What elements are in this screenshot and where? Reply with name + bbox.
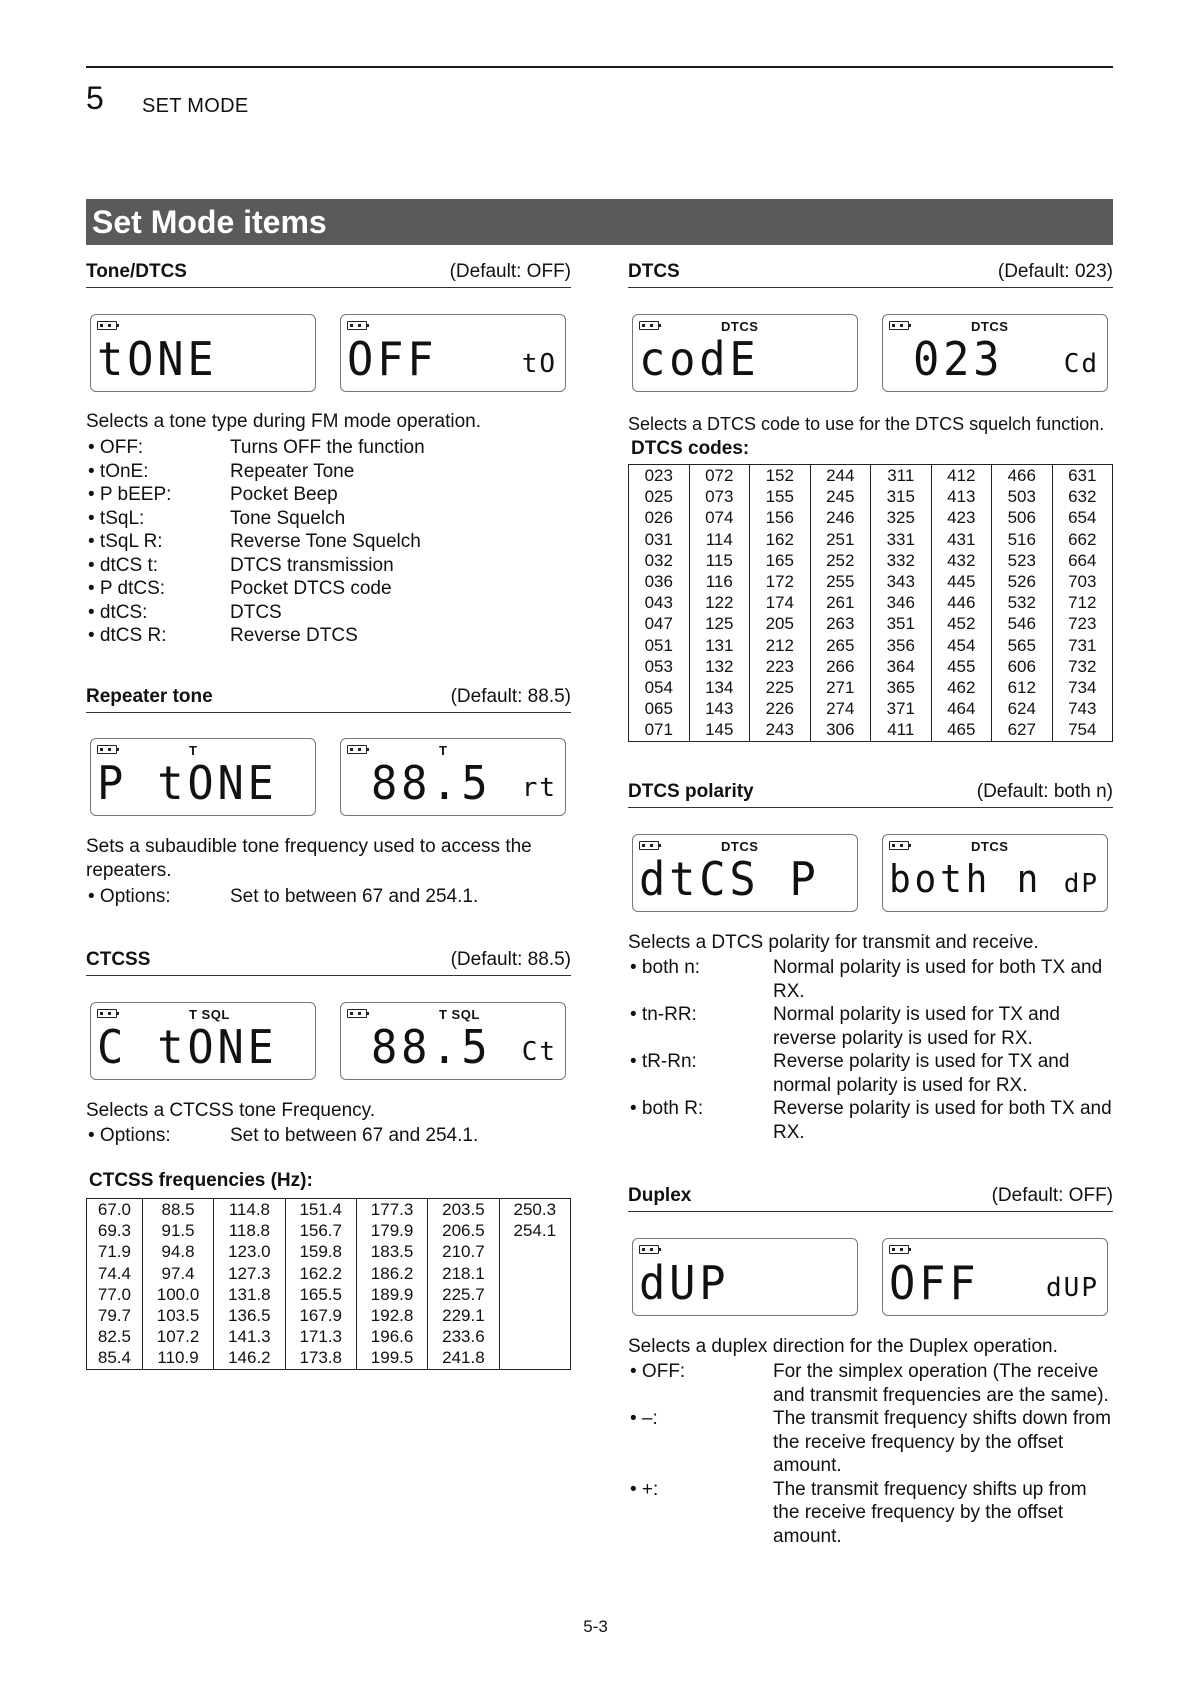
lcd-sub-text: rt [521,773,557,803]
ctcss-lcd-1 [90,1002,316,1080]
table-column [871,465,932,742]
table-cell: 654 [1068,508,1097,528]
table-column [499,1199,570,1370]
dtcs-code-table [628,464,1113,742]
table-cell: 455 [947,656,976,676]
lcd-main-text: C tONE [97,1020,278,1074]
table-cell: 311 [887,466,915,485]
table-cell: 174 [765,593,794,613]
table-cell: 703 [1068,572,1097,592]
dtcs-polarity-options [628,956,1113,1144]
table-cell: 464 [947,699,976,719]
table-cell: 754 [1068,720,1097,740]
table-cell: 413 [947,487,976,507]
table-cell: 82.5 [97,1327,131,1347]
battery-icon [639,321,659,330]
banner-title: Set Mode items [92,204,327,240]
table-cell: 206.5 [442,1221,485,1241]
table-cell: 516 [1007,529,1036,549]
table-cell: 243 [765,720,794,740]
table-cell: 743 [1068,699,1097,719]
duplex-title: Duplex [628,1185,692,1206]
section-banner [86,199,1113,245]
option-item: • both R: Reverse polarity is used for both TX and RX. [630,1098,1112,1143]
table-cell: 127.3 [228,1263,271,1283]
table-cell: 210.7 [442,1242,485,1262]
table-cell: 423 [947,508,976,528]
table-column [87,1199,143,1370]
table-column [810,465,871,742]
lcd-main-text: P tONE [97,756,278,810]
table-cell: 526 [1007,572,1036,592]
table-cell: 036 [644,572,673,592]
table-cell: 274 [826,699,855,719]
dtcs-lcd-1 [632,314,858,392]
table-cell: 315 [886,487,915,507]
table-cell: 186.2 [370,1263,414,1283]
table-cell: 91.5 [161,1221,195,1241]
dtcs-polarity-lcd-2 [882,834,1108,912]
battery-icon [889,1245,909,1254]
battery-icon [97,745,117,754]
option-item: • +: The transmit frequency shifts up from the receive frequency by the offset amount. [630,1478,1087,1547]
table-cell: 265 [826,635,855,655]
table-column [750,465,811,742]
repeater-tone-heading [86,683,571,713]
table-cell: 79.7 [97,1306,131,1326]
dtcs-lcd-2 [882,314,1108,392]
table-cell: 411 [887,720,915,740]
top-rule [86,66,1113,68]
table-cell: 255 [826,572,855,592]
table-cell: 343 [886,572,915,592]
table-cell: 118.8 [228,1221,271,1241]
dtcs-polarity-default: (Default: both n) [976,781,1113,802]
repeater-tone-lcd-1 [90,738,316,816]
table-cell: 263 [826,614,855,634]
table-cell: 143 [705,699,734,719]
table-cell: 250.3 [513,1200,557,1219]
table-cell: 171.3 [299,1327,342,1347]
table-cell: 325 [886,508,915,528]
table-cell: 051 [644,635,673,655]
ctcss-table-title: CTCSS frequencies (Hz): [89,1170,313,1191]
table-column [356,1199,427,1370]
table-cell: 225.7 [442,1284,485,1304]
battery-icon [639,841,659,850]
repeater-tone-lcd-2 [340,738,566,816]
table-cell: 156 [765,508,794,528]
table-cell: 212 [765,635,794,655]
table-cell: 173.8 [299,1348,342,1368]
table-cell: 606 [1007,656,1036,676]
table-cell: 225 [765,678,794,698]
table-column [285,1199,356,1370]
table-cell: 246 [826,508,855,528]
table-cell: 167.9 [299,1306,342,1326]
table-cell: 612 [1007,678,1036,698]
option-item: • dtCS R: Reverse DTCS [88,625,358,646]
table-cell: 125 [705,614,734,634]
table-cell: 156.7 [299,1221,342,1241]
table-cell: 712 [1068,593,1097,613]
table-cell: 244 [826,466,855,485]
table-cell: 123.0 [228,1242,271,1262]
table-cell: 245 [826,487,855,507]
ctcss-frequency-table [86,1198,571,1370]
table-cell: 155 [765,487,794,507]
option-item: • P bEEP: Pocket Beep [88,484,338,505]
table-cell: 732 [1068,656,1097,676]
table-cell: 196.6 [370,1327,414,1347]
lcd-indicator: T [439,743,448,758]
table-cell: 85.4 [97,1348,131,1368]
repeater-tone-title: Repeater tone [86,686,213,707]
lcd-indicator: DTCS [721,839,759,854]
table-cell: 165.5 [299,1284,342,1304]
battery-icon [889,841,909,850]
table-cell: 452 [947,614,976,634]
table-cell: 165 [765,550,794,570]
table-cell: 233.6 [442,1327,485,1347]
table-cell: 141.3 [228,1327,271,1347]
battery-icon [347,321,367,330]
table-cell: 025 [644,487,673,507]
table-cell: 177.3 [370,1200,414,1219]
ctcss-description: Selects a CTCSS tone Frequency. [86,1100,375,1121]
ctcss-options [86,1124,571,1148]
lcd-main-text: dUP [639,1256,730,1310]
table-cell: 172 [765,572,794,592]
table-cell: 532 [1007,593,1036,613]
table-cell: 332 [886,550,915,570]
lcd-main-text: codE [639,332,760,386]
table-cell: 146.2 [228,1348,271,1368]
table-cell: 412 [947,466,976,485]
ctcss-heading [86,946,571,976]
table-cell: 192.8 [370,1306,414,1326]
lcd-sub-text: dP [1063,869,1099,899]
table-cell: 031 [644,529,673,549]
table-cell: 026 [644,508,673,528]
duplex-lcd-2 [882,1238,1108,1316]
table-cell: 431 [947,529,976,549]
table-cell: 162 [765,529,794,549]
dtcs-title: DTCS [628,261,680,282]
table-cell: 94.8 [161,1242,195,1262]
table-cell: 229.1 [442,1306,485,1326]
lcd-indicator: T SQL [189,1007,230,1022]
table-column [142,1199,213,1370]
table-column [629,465,690,742]
table-cell: 446 [947,593,976,613]
option-item: • P dtCS: Pocket DTCS code [88,578,392,599]
table-cell: 065 [644,699,673,719]
table-cell: 266 [826,656,855,676]
tone-dtcs-options [86,436,571,648]
table-cell: 723 [1068,614,1097,634]
table-cell: 462 [947,678,976,698]
table-cell: 97.4 [161,1263,195,1283]
battery-icon [347,1009,367,1018]
table-cell: 466 [1007,466,1036,485]
option-item: • both n: Normal polarity is used for both TX and RX. [630,957,1103,1002]
table-cell: 107.2 [156,1327,200,1347]
option-item: • tOnE: Repeater Tone [88,460,355,482]
ctcss-title: CTCSS [86,949,151,970]
table-cell: 77.0 [97,1284,131,1304]
lcd-main-text: 023 [913,332,1004,386]
table-cell: 053 [644,656,673,676]
table-cell: 454 [947,635,976,655]
tone-dtcs-description: Selects a tone type during FM mode operation. [86,411,482,432]
chapter-title: SET MODE [142,95,249,117]
table-cell: 306 [826,720,855,740]
lcd-main-text: OFF [889,1256,980,1310]
option-item: • tn-RR: Normal polarity is used for TX and reverse polarity is used for RX. [630,1004,1060,1049]
table-cell: 131 [705,635,734,655]
table-cell: 159.8 [299,1242,342,1262]
table-cell: 054 [644,678,673,698]
table-cell: 032 [644,550,673,570]
table-cell: 261 [826,593,855,613]
table-cell: 69.3 [97,1221,131,1241]
table-cell: 346 [886,593,915,613]
lcd-main-text: both n [889,857,1043,901]
table-cell: 114 [705,529,733,549]
option-item: • tSqL: Tone Squelch [88,507,346,529]
table-cell: 199.5 [370,1348,414,1368]
table-cell: 103.5 [156,1306,200,1326]
table-cell: 073 [705,487,734,507]
table-cell: 356 [886,635,915,655]
tone-dtcs-title: Tone/DTCS [86,261,187,282]
option-item: • OFF: For the simplex operation (The receive and transmit frequencies are the same). [630,1361,1109,1406]
table-cell: 151.4 [299,1200,342,1219]
table-cell: 565 [1007,635,1036,655]
dtcs-polarity-description: Selects a DTCS polarity for transmit and receive. [628,932,1039,953]
table-cell: 631 [1068,466,1097,485]
table-cell: 252 [826,550,855,570]
table-cell: 115 [705,550,733,570]
dtcs-polarity-heading [628,778,1113,808]
duplex-default: (Default: OFF) [991,1185,1113,1206]
table-cell: 254.1 [513,1221,557,1241]
dtcs-heading [628,258,1113,288]
tone-dtcs-heading [86,258,571,288]
dtcs-polarity-title: DTCS polarity [628,781,754,802]
dtcs-table-title: DTCS codes: [631,438,750,459]
table-cell: 131.8 [228,1284,271,1304]
tone-dtcs-lcd-2 [340,314,566,392]
lcd-main-text: 88.5 [371,1020,492,1074]
lcd-main-text: dtCS P [639,852,820,906]
duplex-heading [628,1182,1113,1212]
lcd-indicator: T SQL [439,1007,480,1022]
table-cell: 364 [886,656,915,676]
table-cell: 71.9 [97,1242,131,1262]
table-cell: 136.5 [228,1306,271,1326]
lcd-sub-text: Ct [521,1037,557,1067]
chapter-number: 5 [86,80,104,116]
option-item: • OFF: Turns OFF the function [88,437,425,458]
table-cell: 523 [1007,550,1036,570]
table-cell: 116 [705,572,733,592]
table-cell: 67.0 [97,1200,131,1219]
duplex-description: Selects a duplex direction for the Duplex operation. [628,1336,1058,1357]
ctcss-lcd-2 [340,1002,566,1080]
table-cell: 189.9 [370,1284,414,1304]
battery-icon [889,321,909,330]
table-column [428,1199,499,1370]
table-cell: 047 [644,614,673,634]
lcd-indicator: DTCS [721,319,759,334]
table-cell: 241.8 [442,1348,485,1368]
lcd-sub-text: dUP [1046,1273,1099,1303]
table-cell: 043 [644,593,673,613]
table-cell: 351 [886,614,915,634]
table-cell: 023 [644,466,673,485]
ctcss-default: (Default: 88.5) [450,949,571,970]
table-cell: 100.0 [156,1284,200,1304]
lcd-sub-text: tO [521,349,557,379]
table-cell: 114.8 [228,1200,271,1219]
table-cell: 110.9 [157,1348,199,1368]
battery-icon [347,745,367,754]
duplex-lcd-1 [632,1238,858,1316]
lcd-indicator: DTCS [971,839,1009,854]
table-cell: 506 [1007,508,1036,528]
option-item: • tSqL R: Reverse Tone Squelch [88,531,421,552]
table-column [214,1199,285,1370]
table-cell: 371 [886,699,915,719]
table-cell: 271 [826,678,855,698]
table-column [992,465,1053,742]
repeater-tone-options [86,885,571,909]
table-cell: 734 [1068,678,1097,698]
table-cell: 145 [705,720,734,740]
battery-icon [97,1009,117,1018]
table-column [689,465,750,742]
table-cell: 074 [705,508,734,528]
table-cell: 624 [1007,699,1036,719]
dtcs-description: Selects a DTCS code to use for the DTCS squelch function. [628,414,1105,434]
lcd-indicator: T [189,743,198,758]
lcd-sub-text: Cd [1063,349,1099,379]
table-cell: 152 [765,466,794,485]
table-cell: 627 [1007,720,1036,740]
option-item: • tR-Rn: Reverse polarity is used for TX and normal polarity is used for RX. [630,1051,1070,1096]
table-cell: 203.5 [442,1200,485,1219]
table-cell: 445 [947,572,976,592]
option-item: • dtCS t: DTCS transmission [88,554,394,576]
lcd-main-text: tONE [97,332,218,386]
table-cell: 546 [1007,614,1036,634]
table-cell: 218.1 [442,1263,485,1283]
lcd-indicator: DTCS [971,319,1009,334]
table-cell: 072 [705,466,734,485]
tone-dtcs-lcd-1 [90,314,316,392]
table-cell: 071 [644,720,673,740]
table-cell: 226 [765,699,794,719]
table-cell: 465 [947,720,976,740]
repeater-tone-description: Sets a subaudible tone frequency used to access the repeaters. [86,836,532,881]
dtcs-polarity-lcd-1 [632,834,858,912]
lcd-main-text: OFF [347,332,438,386]
table-cell: 331 [886,529,915,549]
table-column [1052,465,1113,742]
table-cell: 74.4 [97,1263,131,1283]
option-item: • –: The transmit frequency shifts down from the receive frequency by the offset amount. [630,1408,1111,1476]
table-cell: 632 [1068,487,1097,507]
option-item: • Options: Set to between 67 and 254.1. [88,1125,479,1146]
table-cell: 162.2 [299,1263,342,1283]
table-cell: 183.5 [370,1242,414,1262]
table-cell: 179.9 [370,1221,414,1241]
table-cell: 503 [1007,487,1036,507]
table-cell: 731 [1068,635,1097,655]
table-cell: 132 [705,656,734,676]
tone-dtcs-default: (Default: OFF) [449,261,571,282]
option-item: • dtCS: DTCS [88,601,282,623]
table-cell: 365 [886,678,915,698]
table-cell: 223 [765,656,794,676]
option-item: • Options: Set to between 67 and 254.1. [88,886,479,907]
repeater-tone-default: (Default: 88.5) [450,686,571,707]
table-cell: 134 [705,678,734,698]
lcd-main-text: 88.5 [371,756,492,810]
battery-icon [639,1245,659,1254]
duplex-options [628,1360,1113,1548]
table-cell: 662 [1068,529,1097,549]
table-cell: 205 [765,614,794,634]
page-number: 5-3 [583,1617,608,1636]
dtcs-default: (Default: 023) [997,261,1113,282]
table-cell: 251 [826,529,855,549]
battery-icon [97,321,117,330]
table-cell: 664 [1068,550,1097,570]
table-cell: 432 [947,550,976,570]
table-cell: 122 [705,593,734,613]
table-column [931,465,992,742]
table-cell: 88.5 [161,1200,195,1219]
